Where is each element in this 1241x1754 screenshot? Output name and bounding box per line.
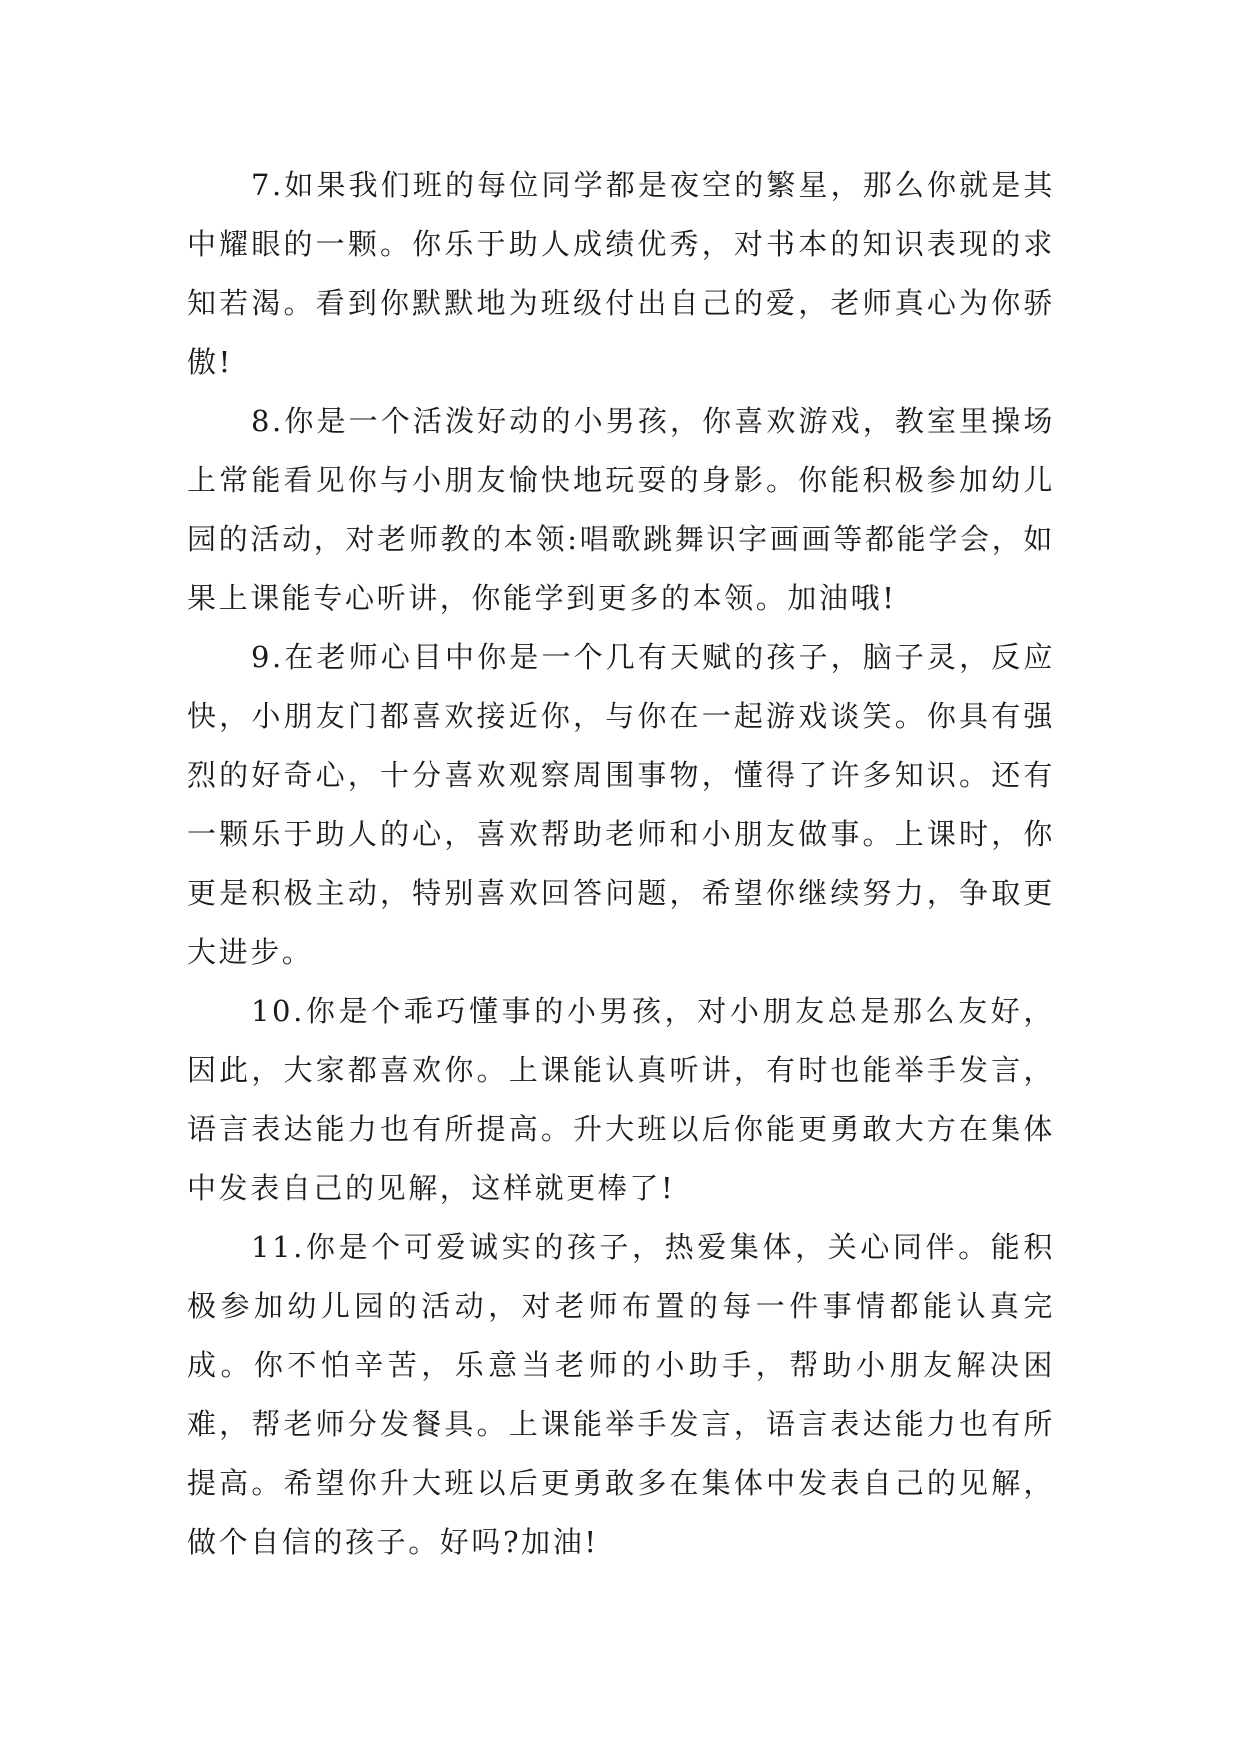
paragraph-7: 7.如果我们班的每位同学都是夜空的繁星，那么你就是其中耀眼的一颗。你乐于助人成绩优秀，对书本的知识表现的求知若渴。看到你默默地为班级付出自己的爱，老师真心为你骄傲! bbox=[187, 168, 1055, 379]
paragraph-8: 8.你是一个活泼好动的小男孩，你喜欢游戏，教室里操场上常能看见你与小朋友愉快地玩耍的身影。你能积极参加幼儿园的活动，对老师教的本领:唱歌跳舞识字画画等都能学会，如果上课能专心听讲，你能学到更多的本领。加油哦! bbox=[187, 404, 1055, 615]
document-body bbox=[187, 156, 1055, 1572]
paragraph-10: 10.你是个乖巧懂事的小男孩，对小朋友总是那么友好，因此，大家都喜欢你。上课能认真听讲，有时也能举手发言，语言表达能力也有所提高。升大班以后你能更勇敢大方在集体中发表自己的见解，这样就更棒了! bbox=[187, 994, 1055, 1205]
paragraph-11: 11.你是个可爱诚实的孩子，热爱集体，关心同伴。能积极参加幼儿园的活动，对老师布置的每一件事情都能认真完成。你不怕辛苦，乐意当老师的小助手，帮助小朋友解决困难，帮老师分发餐具。上课能举手发言，语言表达能力也有所提高。希望你升大班以后更勇敢多在集体中发表自己的见解，做个自信的孩子。好吗?加油! bbox=[187, 1230, 1055, 1559]
paragraph-9: 9.在老师心目中你是一个几有天赋的孩子，脑子灵，反应快，小朋友门都喜欢接近你，与你在一起游戏谈笑。你具有强烈的好奇心，十分喜欢观察周围事物，懂得了许多知识。还有一颗乐于助人的心，喜欢帮助老师和小朋友做事。上课时，你更是积极主动，特别喜欢回答问题，希望你继续努力，争取更大进步。 bbox=[187, 640, 1055, 969]
